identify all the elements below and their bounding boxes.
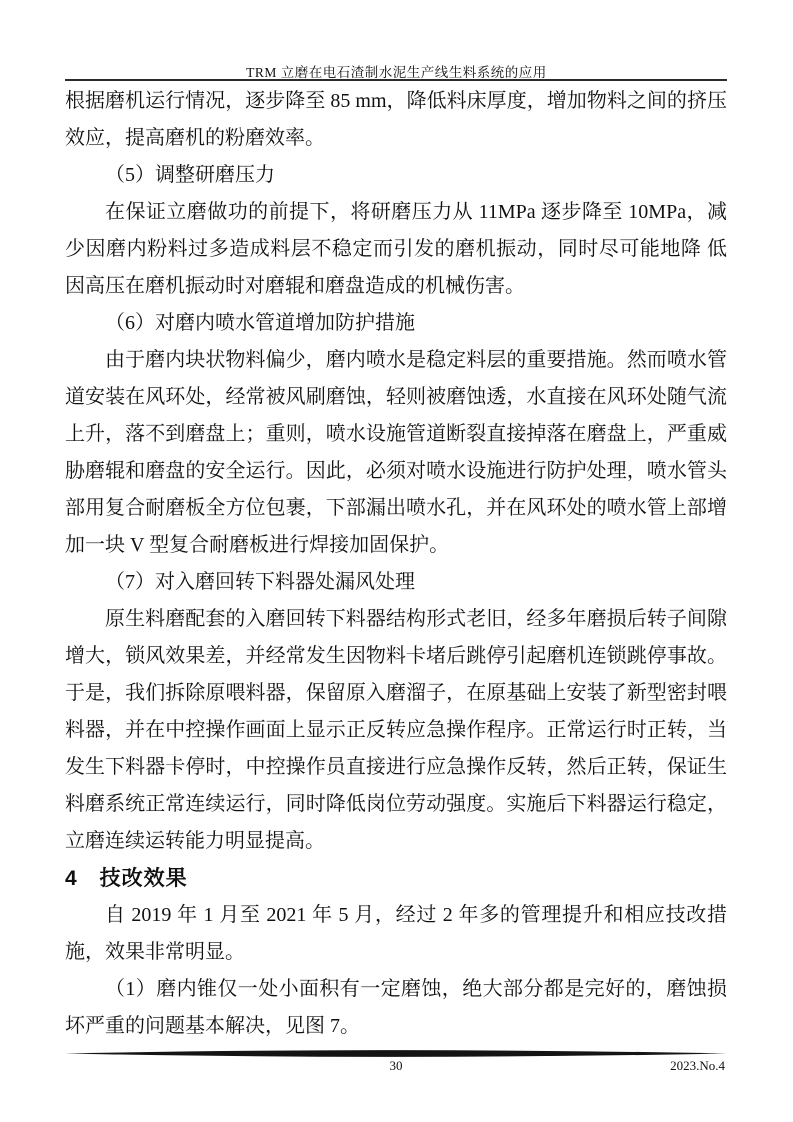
section-heading-4: 4 技改效果 — [65, 867, 188, 890]
list-item-5-title: （5）调整研磨压力 — [105, 164, 275, 186]
result-item-1: （1）磨内锥仅一处小面积有一定磨蚀，绝大部分都是完好的，磨蚀损坏严重的问题基本解决，见图 7。 — [65, 978, 727, 1037]
footer — [65, 1058, 727, 1076]
issue-label: 2023.No.4 — [670, 1058, 725, 1073]
article-body — [65, 83, 727, 1045]
list-item-7-body: 原生料磨配套的入磨回转下料器结构形式老旧，经多年磨损后转子间隙增大，锁风效果差，并经常发生因物料卡堵后跳停引起磨机连锁跳停事故。于是，我们拆除原喂料器，保留原入磨溜子，在原基础上安装了新型密封喂料器，并在中控操作画面上显示正反转应急操作程序。正常运行时正转，当发生下料器卡停时，中控操作员直接进行应急操作反转，然后正转，保证生料磨系统正常连续运行，同时降低岗位劳动强度。实施后下料器运行稳定，立磨连续运转能力明显提高。 — [65, 608, 727, 852]
list-item-6-body: 由于磨内块状物料偏少，磨内喷水是稳定料层的重要措施。然而喷水管道安装在风环处，经常被风刷磨蚀，轻则被磨蚀透，水直接在风环处随气流上升，落不到磨盘上；重则，喷水设施管道断裂直接掉落在磨盘上，严重威胁磨辊和磨盘的安全运行。因此，必须对喷水设施进行防护处理，喷水管头部用复合耐磨板全方位包裹，下部漏出喷水孔，并在风环处的喷水管上部增加一块 V 型复合耐磨板进行焊接加固保护。 — [65, 349, 727, 556]
section-4-intro: 自 2019 年 1 月至 2021 年 5 月，经过 2 年多的管理提升和相应技改措施，效果非常明显。 — [65, 904, 727, 963]
paragraph-continuation: 根据磨机运行情况，逐步降至 85 mm，降低料床厚度，增加物料之间的挤压效应，提高磨机的粉磨效率。 — [65, 90, 727, 149]
footer-divider-bar — [65, 1049, 727, 1058]
list-item-6-title: （6）对磨内喷水管道增加防护措施 — [105, 312, 415, 334]
header-rule — [65, 79, 727, 81]
list-item-7-title: （7）对入磨回转下料器处漏风处理 — [105, 571, 415, 593]
page-number: 30 — [389, 1058, 403, 1073]
list-item-5-body: 在保证立磨做功的前提下，将研磨压力从 11MPa 逐步降至 10MPa，减少因磨内粉料过多造成料层不稳定而引发的磨机振动，同时尽可能地降 低因高压在磨机振动时对磨辊和磨盘造成的机械伤害。 — [65, 201, 727, 297]
running-title: TRM 立磨在电石渣制水泥生产线生料系统的应用 — [246, 65, 547, 80]
